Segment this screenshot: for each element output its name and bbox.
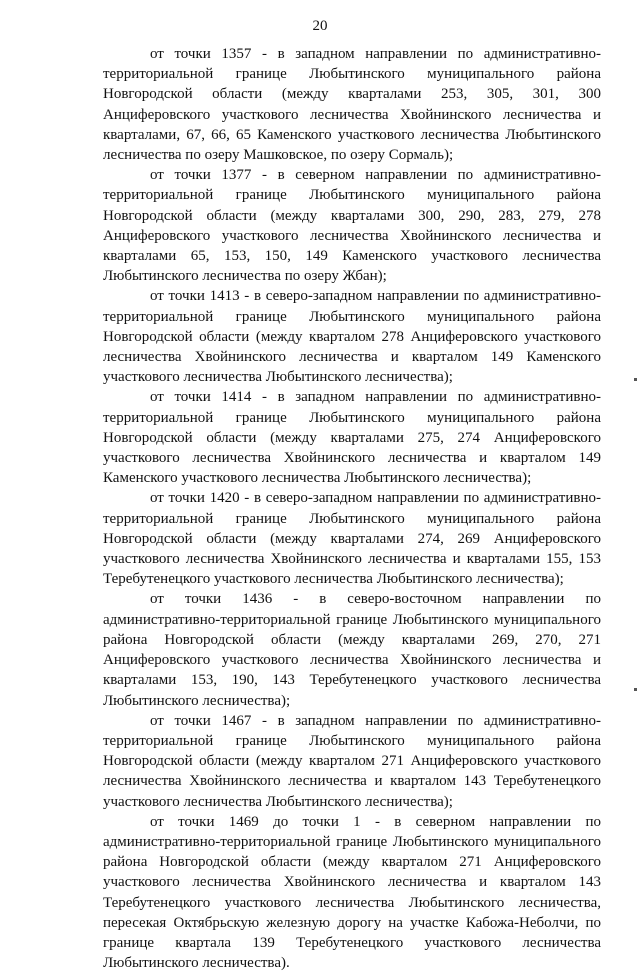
paragraph-point-1413: от точки 1413 - в северо-западном направлении по административно-территориальной границе Любытинского муниципального района Новгородской области (между кварталом 278 Анциферовского участкового лесничества Хвойнинского лесничества и кварталом 149 Каменского участкового лесничества Любытинского лесничества); xyxy=(103,288,601,386)
paragraph-point-1467: от точки 1467 - в западном направлении по административно-территориальной границе Любытинского муниципального района Новгородской области (между кварталом 271 Анциферовского участкового лесничества Хвойнинского лесничества и кварталом 143 Теребутенецкого участкового лесничества Любытинского лесничества); xyxy=(103,712,601,810)
paragraph-point-1469: от точки 1469 до точки 1 - в северном направлении по административно-территориальной границе Любытинского муниципального района Новгородской области (между кварталом 271 Анциферовского участкового лесничества Хвойнинского лесничества и кварталом 143 Теребутенецкого участкового лесничества Любытинского лесничества, пересекая Октябрьскую железную дорогу на участке Кабожа-Неболчи, по границе квартала 139 Теребутенецкого участкового лесничества Любытинского лесничества). xyxy=(103,813,601,972)
paragraph-point-1414: от точки 1414 - в западном направлении по административно-территориальной границе Любытинского муниципального района Новгородской области (между кварталами 275, 274 Анциферовского участкового лесничества Хвойнинского лесничества и кварталом 149 Каменского участкового лесничества Любытинского лесничества); xyxy=(103,389,601,487)
scan-margin-mark xyxy=(634,378,637,381)
page-number: 20 xyxy=(312,18,328,34)
paragraph-point-1420: от точки 1420 - в северо-западном направлении по административно-территориальной границе Любытинского муниципального района Новгородской области (между кварталами 274, 269 Анциферовского участкового лесничества Хвойнинского лесничества и кварталами 155, 153 Теребутенецкого участкового лесничества Любытинского лесничества); xyxy=(103,490,601,588)
document-body xyxy=(103,44,601,973)
paragraph-point-1357: от точки 1357 - в западном направлении по административно-территориальной границе Любытинского муниципального района Новгородской области (между кварталами 253, 305, 301, 300 Анциферовского участкового лесничества Хвойнинского лесничества и кварталами, 67, 66, 65 Каменского участкового лесничества Любытинского лесничества по озеру Машковское, по озеру Сормаль); xyxy=(103,46,601,164)
paragraph-point-1436: от точки 1436 - в северо-восточном направлении по административно-территориальной границе Любытинского муниципального района Новгородской области (между кварталами 269, 270, 271 Анциферовского участкового лесничества Хвойнинского лесничества и кварталами 153, 190, 143 Теребутенецкого участкового лесничества Любытинского лесничества); xyxy=(103,591,601,709)
scan-margin-mark xyxy=(634,688,637,691)
paragraph-point-1377: от точки 1377 - в северном направлении по административно-территориальной границе Любытинского муниципального района Новгородской области (между кварталами 300, 290, 283, 279, 278 Анциферовского участкового лесничества Хвойнинского лесничества и кварталами 65, 153, 150, 149 Каменского участкового лесничества Любытинского лесничества по озеру Жбан); xyxy=(103,167,601,285)
